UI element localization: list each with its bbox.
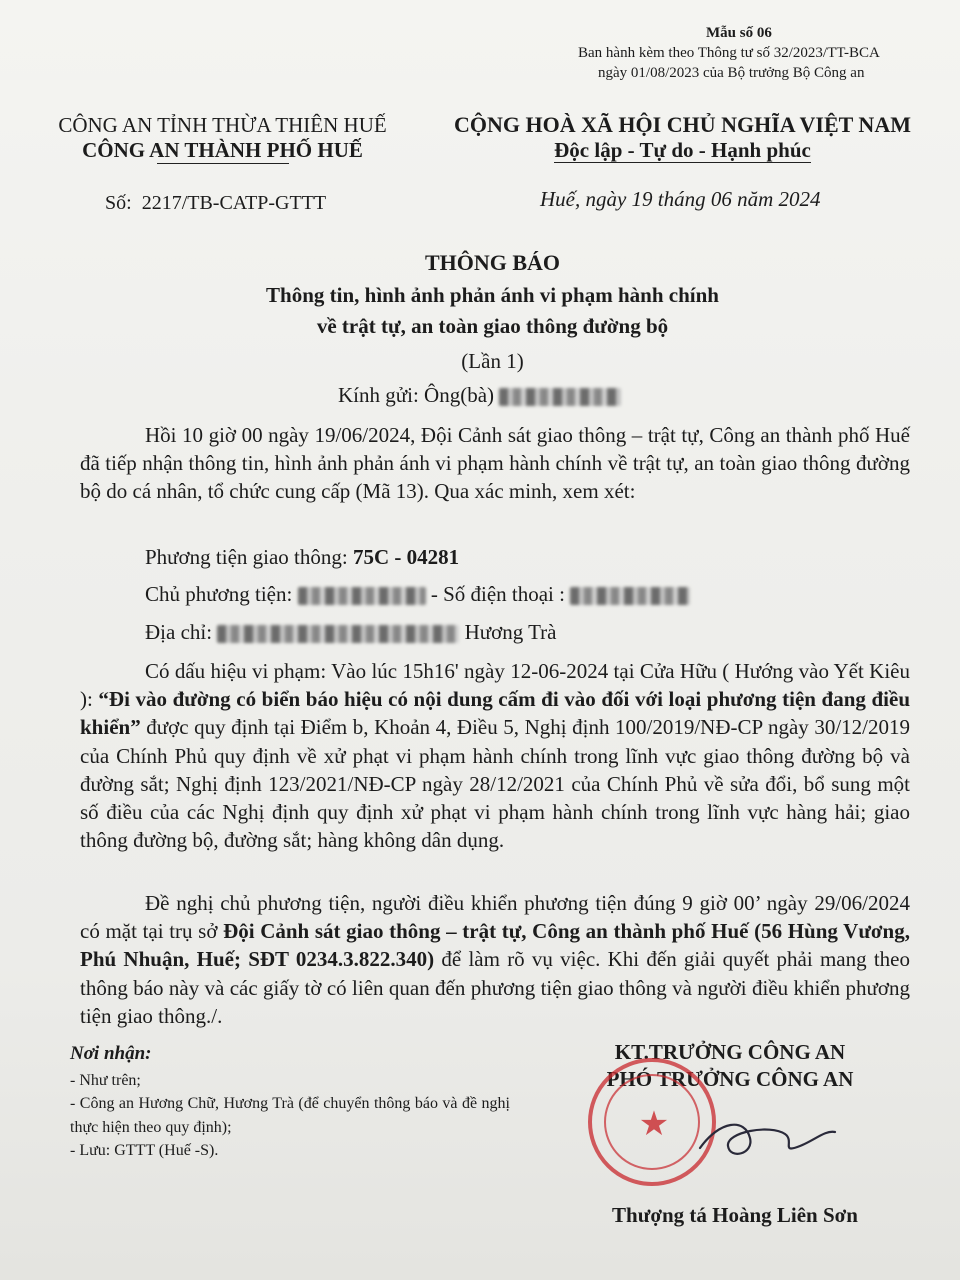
recipient-item: - Như trên; [70, 1072, 141, 1089]
intro-paragraph: Hồi 10 giờ 00 ngày 19/06/2024, Đội Cảnh sát giao thông – trật tự, Công an thành phố Huế đã tiếp nhận thông tin, hình ảnh phản ánh vi phạm hành chính về trật tự, an toàn giao thông đường bộ do cá nhân, tổ chức cung cấp (Mã 13). Qua xác minh, xem xét: [80, 423, 910, 504]
vehicle-plate: 75C - 04281 [352, 545, 460, 569]
violation-intro: Có dấu hiệu vi phạm: Vào lúc 15h16' ngày 12-06-2024 tại Cửa Hữu ( Hướng vào Yết Kiêu ): [80, 659, 910, 712]
form-number: Mẫu số 06 [706, 25, 772, 41]
document-subtitle-1: Thông tin, hình ảnh phản ánh vi phạm hành chính [266, 283, 719, 307]
agency-name [30, 138, 415, 163]
address-district: Hương Trà [464, 620, 557, 644]
agency-name-text: CÔNG AN THÀNH PHỐ HUẾ [82, 138, 363, 162]
vehicle-line [145, 545, 960, 570]
motto [440, 138, 925, 163]
document-date: Huế, ngày 19 tháng 06 năm 2024 [540, 187, 821, 211]
violation-legal-basis: được quy định tại Điểm b, Khoản 4, Điều 5, Nghị định 100/2019/NĐ-CP ngày 30/12/2019 của Chính Phủ quy định về xử phạt vi phạm hành chính trong lĩnh vực giao thông đường bộ và đường sắt; Nghị định 123/2021/NĐ-CP ngày 28/12/2021 của Chính Phủ về sửa đổi, bổ sung một số điều của các Nghị định quy định xử phạt vi phạm hành chính trong lĩnh vực hàng hải; giao thông đường bộ, đường sắt; hàng không dân dụng. [80, 715, 910, 853]
form-issued-date: ngày 01/08/2023 của Bộ trưởng Bộ Công an [598, 65, 865, 81]
document-subtitle-2: về trật tự, an toàn giao thông đường bộ [316, 314, 669, 338]
redacted-phone [570, 587, 690, 605]
signer-position-2: PHÓ TRƯỞNG CÔNG AN [606, 1067, 854, 1091]
notice-count: (Lần 1) [461, 349, 524, 373]
redacted-recipient [499, 388, 621, 406]
request-intro: Đề nghị chủ phương tiện, người điều khiển phương tiện đúng 9 giờ 00’ ngày 29/06/2024 có mặt tại trụ sở [80, 891, 910, 944]
address-line [145, 620, 960, 645]
agency-underline [157, 163, 289, 164]
star-icon: ★ [638, 1106, 670, 1143]
address-label: Địa chỉ: [145, 620, 213, 644]
document-number-value: 2217/TB-CATP-GTTT [141, 192, 327, 214]
handwritten-signature [690, 1110, 840, 1170]
recipients-heading: Nơi nhận: [70, 1043, 152, 1064]
redacted-owner-name [298, 587, 426, 605]
recipient-item: - Công an Hương Chữ, Hương Trà (để chuyển thông báo và đề nghị thực hiện theo quy định); [70, 1095, 510, 1136]
request-rest: để làm rõ vụ việc. Khi đến giải quyết phải mang theo thông báo này và các giấy tờ có liên quan đến phương tiện giao thông và người điều khiển phương tiện giao thông./. [80, 947, 911, 1028]
seal-inner-ring [604, 1074, 700, 1170]
document-number [105, 192, 326, 215]
agency-parent: CÔNG AN TỈNH THỪA THIÊN HUẾ [58, 113, 387, 137]
recipient-item: - Lưu: GTTT (Huế -S). [70, 1142, 219, 1159]
recipient-line [338, 383, 621, 408]
redacted-address [217, 625, 459, 643]
document-title: THÔNG BÁO [424, 250, 561, 275]
request-location: Đội Cảnh sát giao thông – trật tự, Công an thành phố Huế (56 Hùng Vương, Phú Nhuận, Huế; SĐT 0234.3.822.340) [80, 919, 910, 972]
signer-position-1: KT.TRƯỞNG CÔNG AN [614, 1040, 846, 1064]
phone-label: - Số điện thoại : [430, 582, 565, 606]
form-issued-by: Ban hành kèm theo Thông tư số 32/2023/TT-BCA [578, 45, 880, 61]
request-paragraph [80, 889, 910, 1030]
owner-label: Chủ phương tiện: [145, 582, 293, 606]
document-number-label: Số: [105, 192, 132, 214]
signer-name: Thượng tá Hoàng Liên Sơn [612, 1203, 858, 1227]
country-name: CỘNG HOÀ XÃ HỘI CHỦ NGHĨA VIỆT NAM [454, 112, 911, 137]
owner-line [145, 582, 960, 607]
violation-paragraph [80, 657, 910, 854]
violation-description: “Đi vào đường có biển báo hiệu có nội dung cấm đi vào đối với loại phương tiện đang điều khiển” [80, 687, 910, 740]
motto-text: Độc lập - Tự do - Hạnh phúc [554, 138, 811, 162]
recipient-label: Kính gửi: Ông(bà) [338, 383, 495, 407]
vehicle-label: Phương tiện giao thông: [145, 545, 348, 569]
